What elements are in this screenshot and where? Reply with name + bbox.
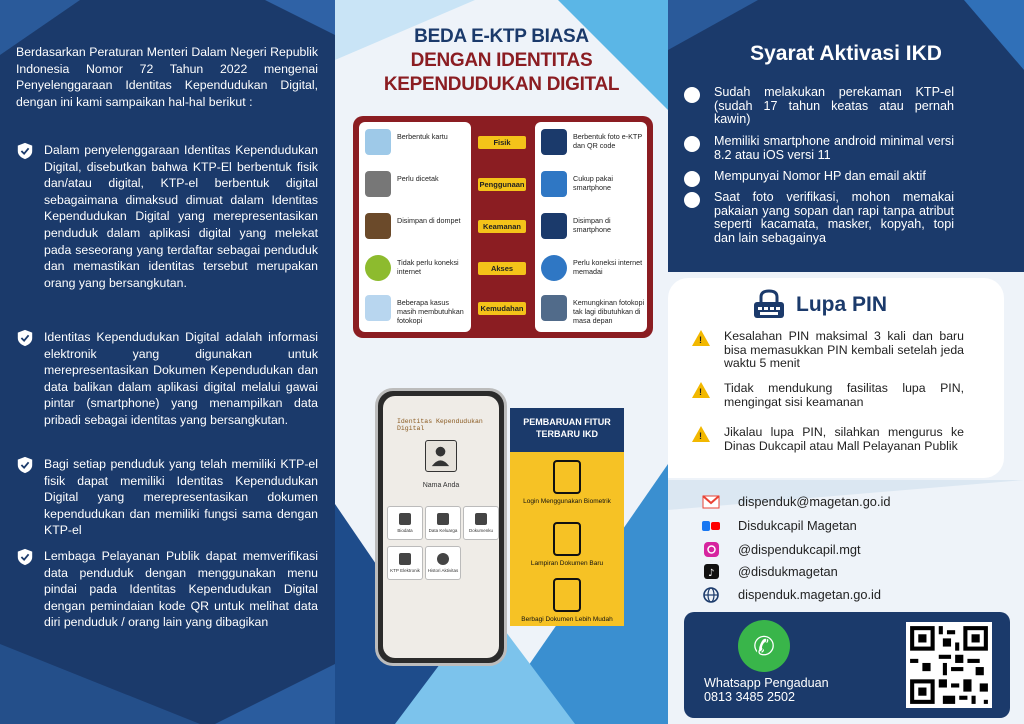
whatsapp-icon[interactable]: ✆ (738, 620, 790, 672)
contact-email[interactable]: dispenduk@magetan.go.id (738, 494, 891, 509)
intro-text: Berdasarkan Peraturan Menteri Dalam Negeri Republik Indonesia Nomor 72 Tahun 2022 mengenai Penyelenggaraan Identitas Kependudukan Digital, dengan ini kami sampaikan hal-hal berikut : (16, 45, 318, 109)
pin-item: ! Kesalahan PIN maksimal 3 kali dan baru bisa memasukkan PIN kembali setelah jeda waktu 5 menit (724, 330, 964, 371)
title-line-2: DENGAN IDENTITAS (410, 50, 593, 71)
smartphone-icon (541, 171, 567, 197)
tile-histori-aktivitas[interactable]: Histori Aktivitas (425, 546, 461, 580)
lupa-pin-title: Lupa PIN (796, 293, 888, 316)
label-penggunaan: Penggunaan (479, 180, 525, 189)
qr-code-icon (906, 622, 992, 708)
warning-icon: ! (692, 426, 710, 442)
comparison-table (353, 116, 653, 338)
ikd-column (535, 122, 647, 332)
tile-ktp-elektronik[interactable]: KTP Elektronik (387, 546, 423, 580)
history-icon (437, 553, 449, 565)
fingerprint-phone-icon (553, 460, 581, 494)
compare-row: Tidak perlu koneksi internet (359, 250, 471, 290)
contact-tiktok[interactable]: @disdukmagetan (738, 564, 838, 579)
left-panel (0, 0, 335, 724)
gmail-icon (702, 494, 720, 510)
lupa-pin-box (668, 278, 1004, 478)
shield-check-icon (16, 548, 34, 566)
tile-biodata[interactable]: Biodata (387, 506, 423, 540)
right-panel (668, 0, 1024, 724)
compare-row: Beberapa kasus masih membutuhkan fotokopi (359, 290, 471, 330)
facebook-youtube-icon (702, 518, 720, 534)
point-item (16, 142, 318, 291)
person-icon (399, 513, 411, 525)
feature-item: Login Menggunakan Biometrik (510, 460, 624, 505)
requirements-title: Syarat Aktivasi IKD (750, 42, 942, 65)
document-icon (684, 136, 700, 152)
tiktok-icon (702, 564, 720, 580)
compare-row: Berbentuk kartu (359, 124, 471, 164)
wallet-icon (365, 213, 391, 239)
document-icon (475, 513, 487, 525)
label-fisik: Fisik (478, 136, 526, 149)
point-item (16, 456, 318, 539)
point-item (16, 548, 318, 631)
compare-row: Disimpan di smartphone (535, 208, 647, 248)
warning-icon: ! (692, 382, 710, 398)
compare-row: Disimpan di dompet (359, 208, 471, 248)
feature-item: Berbagi Dokumen Lebih Mudah (510, 578, 624, 623)
whatsapp-number[interactable]: 0813 3485 2502 (704, 690, 796, 704)
globe-icon (702, 587, 720, 603)
ektp-column (359, 122, 471, 332)
share-documents-icon (553, 578, 581, 612)
pin-keyboard-icon (752, 288, 786, 320)
compare-row: Perlu koneksi internet memadai (535, 250, 647, 290)
compare-row: Perlu dicetak (359, 166, 471, 206)
document-icon (684, 87, 700, 103)
user-name: Nama Anda (422, 482, 460, 489)
instagram-icon (702, 542, 720, 558)
avatar-icon (425, 440, 457, 472)
document-stack-icon (553, 522, 581, 556)
point-text: Lembaga Pelayanan Publik dapat memverifikasi data penduduk dengan menggunakan menu pindai pada Identitas Kependudukan Digital dengan pemindaian kode QR untuk melihat data diri penduduk / orang lain yang dibagikan (44, 549, 318, 630)
warning-icon: ! (692, 330, 710, 346)
app-title: Identitas Kependudukan Digital (397, 418, 483, 432)
feature-header: PEMBARUAN FITUR TERBARU IKD (510, 408, 624, 452)
requirement-item: Saat foto verifikasi, mohon memakai pakaian yang sopan dan rapi tanpa atribut seperti kacamata, masker, kopyah, topi dan lain sebagainya (714, 191, 954, 245)
phone-mockup (375, 388, 507, 666)
shield-check-icon (16, 142, 34, 160)
feature-box (510, 408, 624, 626)
phone-screen (383, 396, 499, 658)
document-icon (684, 192, 700, 208)
requirement-item: Sudah melakukan perekaman KTP-el (sudah 17 tahun keatas atau pernah kawin) (714, 86, 954, 127)
feature-item: Lampiran Dokumen Baru (510, 522, 624, 567)
document-icon (684, 171, 700, 187)
label-keamanan: Keamanan (478, 220, 526, 233)
tile-data-keluarga[interactable]: Data Keluarga (425, 506, 461, 540)
compare-row: Berbentuk foto e-KTP dan QR code (535, 124, 647, 164)
requirement-item: Memiliki smartphone android minimal versi 8.2 atau iOS versi 11 (714, 135, 954, 162)
point-text: Identitas Kependudukan Digital adalah informasi elektronik yang digunakan untuk merepresentasikan Dokumen Kependudukan dan data balikan dalam aplikasi digital melalui gawai pintar (smartphone) yang menampilkan data pribadi sebagai identitas yang bersangkutan. (44, 330, 318, 427)
wifi-off-icon (365, 255, 391, 281)
pin-item: ! Tidak mendukung fasilitas lupa PIN, mengingat sisi keamanan (724, 382, 964, 409)
photocopy-icon (365, 295, 391, 321)
pin-item: ! Jikalau lupa PIN, silahkan mengurus ke Dinas Dukcapil atau Mall Pelayanan Publik (724, 426, 964, 453)
family-icon (437, 513, 449, 525)
printer-icon (365, 171, 391, 197)
whatsapp-label: Whatsapp Pengaduan (704, 676, 829, 690)
no-photocopy-icon (541, 295, 567, 321)
tile-dokumenku[interactable]: Dokumenku (463, 506, 499, 540)
qr-phone-icon (541, 129, 567, 155)
id-card-icon (399, 553, 411, 565)
contact-instagram[interactable]: @dispendukcapil.mgt (738, 542, 861, 557)
shield-check-icon (16, 329, 34, 347)
contact-social[interactable]: Disdukcapil Magetan (738, 518, 857, 533)
label-kemudahan: Kemudahan (478, 302, 526, 315)
title-line-3: KEPENDUDUKAN DIGITAL (383, 74, 620, 95)
compare-row: Kemungkinan fotokopi tak lagi dibutuhkan di masa depan (535, 290, 647, 330)
wifi-icon (541, 255, 567, 281)
shield-check-icon (16, 456, 34, 474)
compare-row: Cukup pakai smartphone (535, 166, 647, 206)
title-line-1: BEDA E-KTP BIASA (414, 26, 589, 47)
point-text: Bagi setiap penduduk yang telah memiliki KTP-el fisik dapat memiliki Identitas Kependudukan Digital yang merepresentasikan dokumen kependudukan dan memiliki fungsi sama dengan KTP-el (44, 457, 318, 538)
label-akses: Akses (478, 262, 526, 275)
point-text: Dalam penyelenggaraan Identitas Kependudukan Digital, disebutkan bahwa KTP-El berbentuk fisik dan/atau digital, KTP-el berbentuk digital sebagaimana dimaksud dimuat dalam Identitas Kependudukan Digital yang merepresentasikan penduduk dalam aplikasi digital yang melekat pada seseorang yang terdaftar sebagai penduduk dan memastikan identitas tersebut merupakan orang yang bersangkutan. (44, 143, 318, 290)
svg-text:♪: ♪ (708, 568, 715, 579)
id-card-icon (365, 129, 391, 155)
contact-website[interactable]: dispenduk.magetan.go.id (738, 587, 882, 602)
point-item (16, 329, 318, 429)
middle-panel (335, 0, 668, 724)
requirement-item: Mempunyai Nomor HP dan email aktif (714, 170, 954, 184)
whatsapp-box (684, 612, 1010, 718)
smartphone-id-icon (541, 213, 567, 239)
